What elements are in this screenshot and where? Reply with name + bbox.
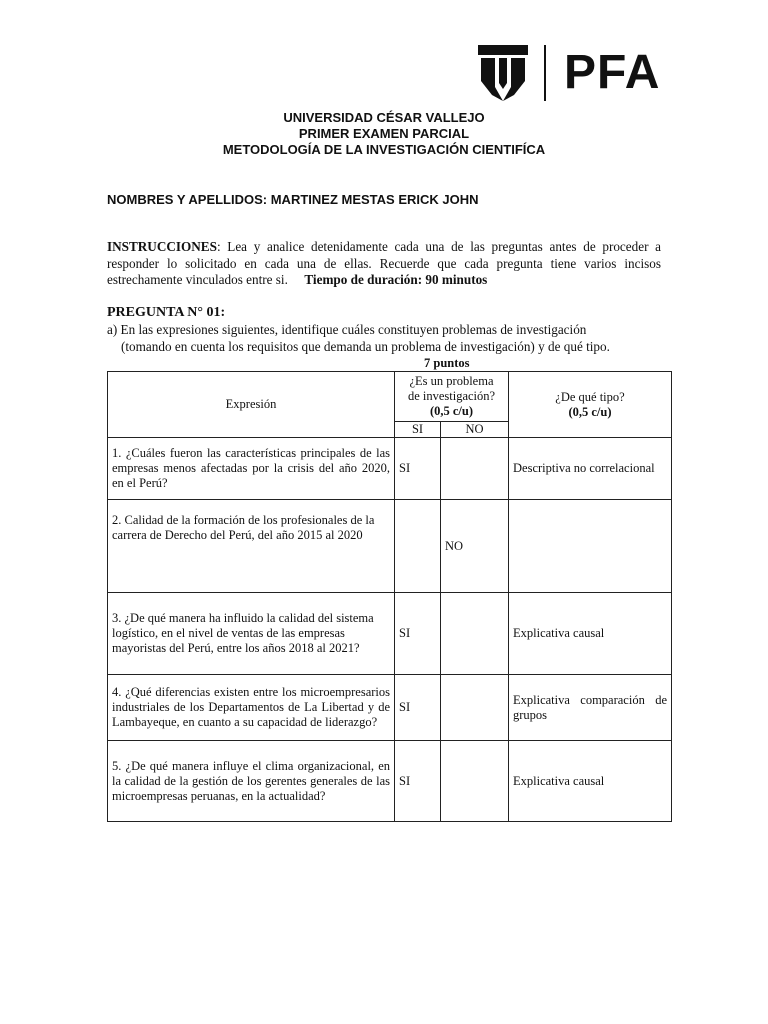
- header-si: SI: [395, 422, 441, 438]
- row-si: SI: [395, 438, 441, 500]
- question-item-a-line2: (tomando en cuenta los requisitos que demanda un problema de investigación) y de qué tipo.: [121, 338, 610, 354]
- course-title: METODOLOGÍA DE LA INVESTIGACIÓN CIENTIFÍCA: [222, 142, 546, 157]
- row-expresion: 2. Calidad de la formación de los profesionales de la carrera de Derecho del Perú, del año 2015 al 2020: [108, 500, 395, 593]
- answer-table: [107, 371, 672, 822]
- row-tipo: Explicativa causal: [509, 593, 672, 675]
- instructions: [107, 239, 661, 289]
- header-es-problema-line1: ¿Es un problema: [409, 374, 494, 388]
- header-es-problema: [395, 372, 509, 422]
- row-si: SI: [395, 741, 441, 822]
- table-row: [108, 741, 672, 822]
- row-no: [441, 675, 509, 741]
- question-points: 7 puntos: [424, 356, 470, 370]
- row-no: [441, 438, 509, 500]
- instructions-label: INSTRUCCIONES: [107, 239, 217, 254]
- row-tipo: Explicativa comparación de grupos: [509, 675, 672, 741]
- shield-emblem-icon: [478, 43, 528, 103]
- row-tipo: [509, 500, 672, 593]
- instructions-text: : Lea y analice detenidamente cada una de las preguntas antes de proceder a responder lo solicitado en cada una de ellas. Recuerde que cada pregunta tiene varios incisos estrechamente vinculados entre si.: [107, 239, 661, 287]
- row-no: [441, 741, 509, 822]
- row-expresion: 5. ¿De qué manera influye el clima organizacional, en la calidad de la gestión de los gerentes generales de las microempresas peruanas, en la actualidad?: [108, 741, 395, 822]
- table-row: [108, 438, 672, 500]
- table-row: [108, 500, 672, 593]
- table-row: [108, 593, 672, 675]
- ucv-logo: [478, 42, 660, 104]
- row-no: [441, 593, 509, 675]
- row-expresion: 3. ¿De qué manera ha influido la calidad del sistema logístico, en el nivel de ventas de las empresas mayoristas del Perú, entre los años 2018 al 2021?: [108, 593, 395, 675]
- row-expresion: 4. ¿Qué diferencias existen entre los microempresarios industriales de los Departamentos de La Libertad y de Lambayeque, en cuanto a su capacidad de liderazgo?: [108, 675, 395, 741]
- header-no: NO: [441, 422, 509, 438]
- row-si: [395, 500, 441, 593]
- header-es-problema-line2: de investigación?: [407, 389, 496, 403]
- header-tipo-label: ¿De qué tipo?: [555, 389, 625, 404]
- header-tipo-points: (0,5 c/u): [568, 404, 612, 419]
- exam-duration: Tiempo de duración: 90 minutos: [304, 272, 488, 287]
- question-item-a-line1: a) En las expresiones siguientes, identifique cuáles constituyen problemas de investigación: [107, 322, 587, 337]
- exam-title: PRIMER EXAMEN PARCIAL: [298, 126, 470, 141]
- logo-divider: [544, 45, 546, 101]
- student-name: NOMBRES Y APELLIDOS: MARTINEZ MESTAS ERICK JOHN: [107, 192, 479, 207]
- header-expresion: Expresión: [108, 372, 395, 438]
- row-si: SI: [395, 675, 441, 741]
- question-item-a: [107, 322, 661, 355]
- table-row: [108, 675, 672, 741]
- row-no: NO: [441, 500, 509, 593]
- row-expresion: 1. ¿Cuáles fueron las características principales de las empresas menos afectadas por la crisis del año 2020, en el Perú?: [108, 438, 395, 500]
- row-tipo: Descriptiva no correlacional: [509, 438, 672, 500]
- row-si: SI: [395, 593, 441, 675]
- row-tipo: Explicativa causal: [509, 741, 672, 822]
- header-tipo: [509, 372, 672, 438]
- table-header-row: [108, 372, 672, 422]
- exam-header: [0, 110, 768, 158]
- pfa-logo-text: PFA: [564, 46, 661, 99]
- university-name: UNIVERSIDAD CÉSAR VALLEJO: [283, 110, 485, 125]
- header-es-problema-points: (0,5 c/u): [429, 404, 474, 418]
- question-title: PREGUNTA N° 01:: [107, 305, 226, 320]
